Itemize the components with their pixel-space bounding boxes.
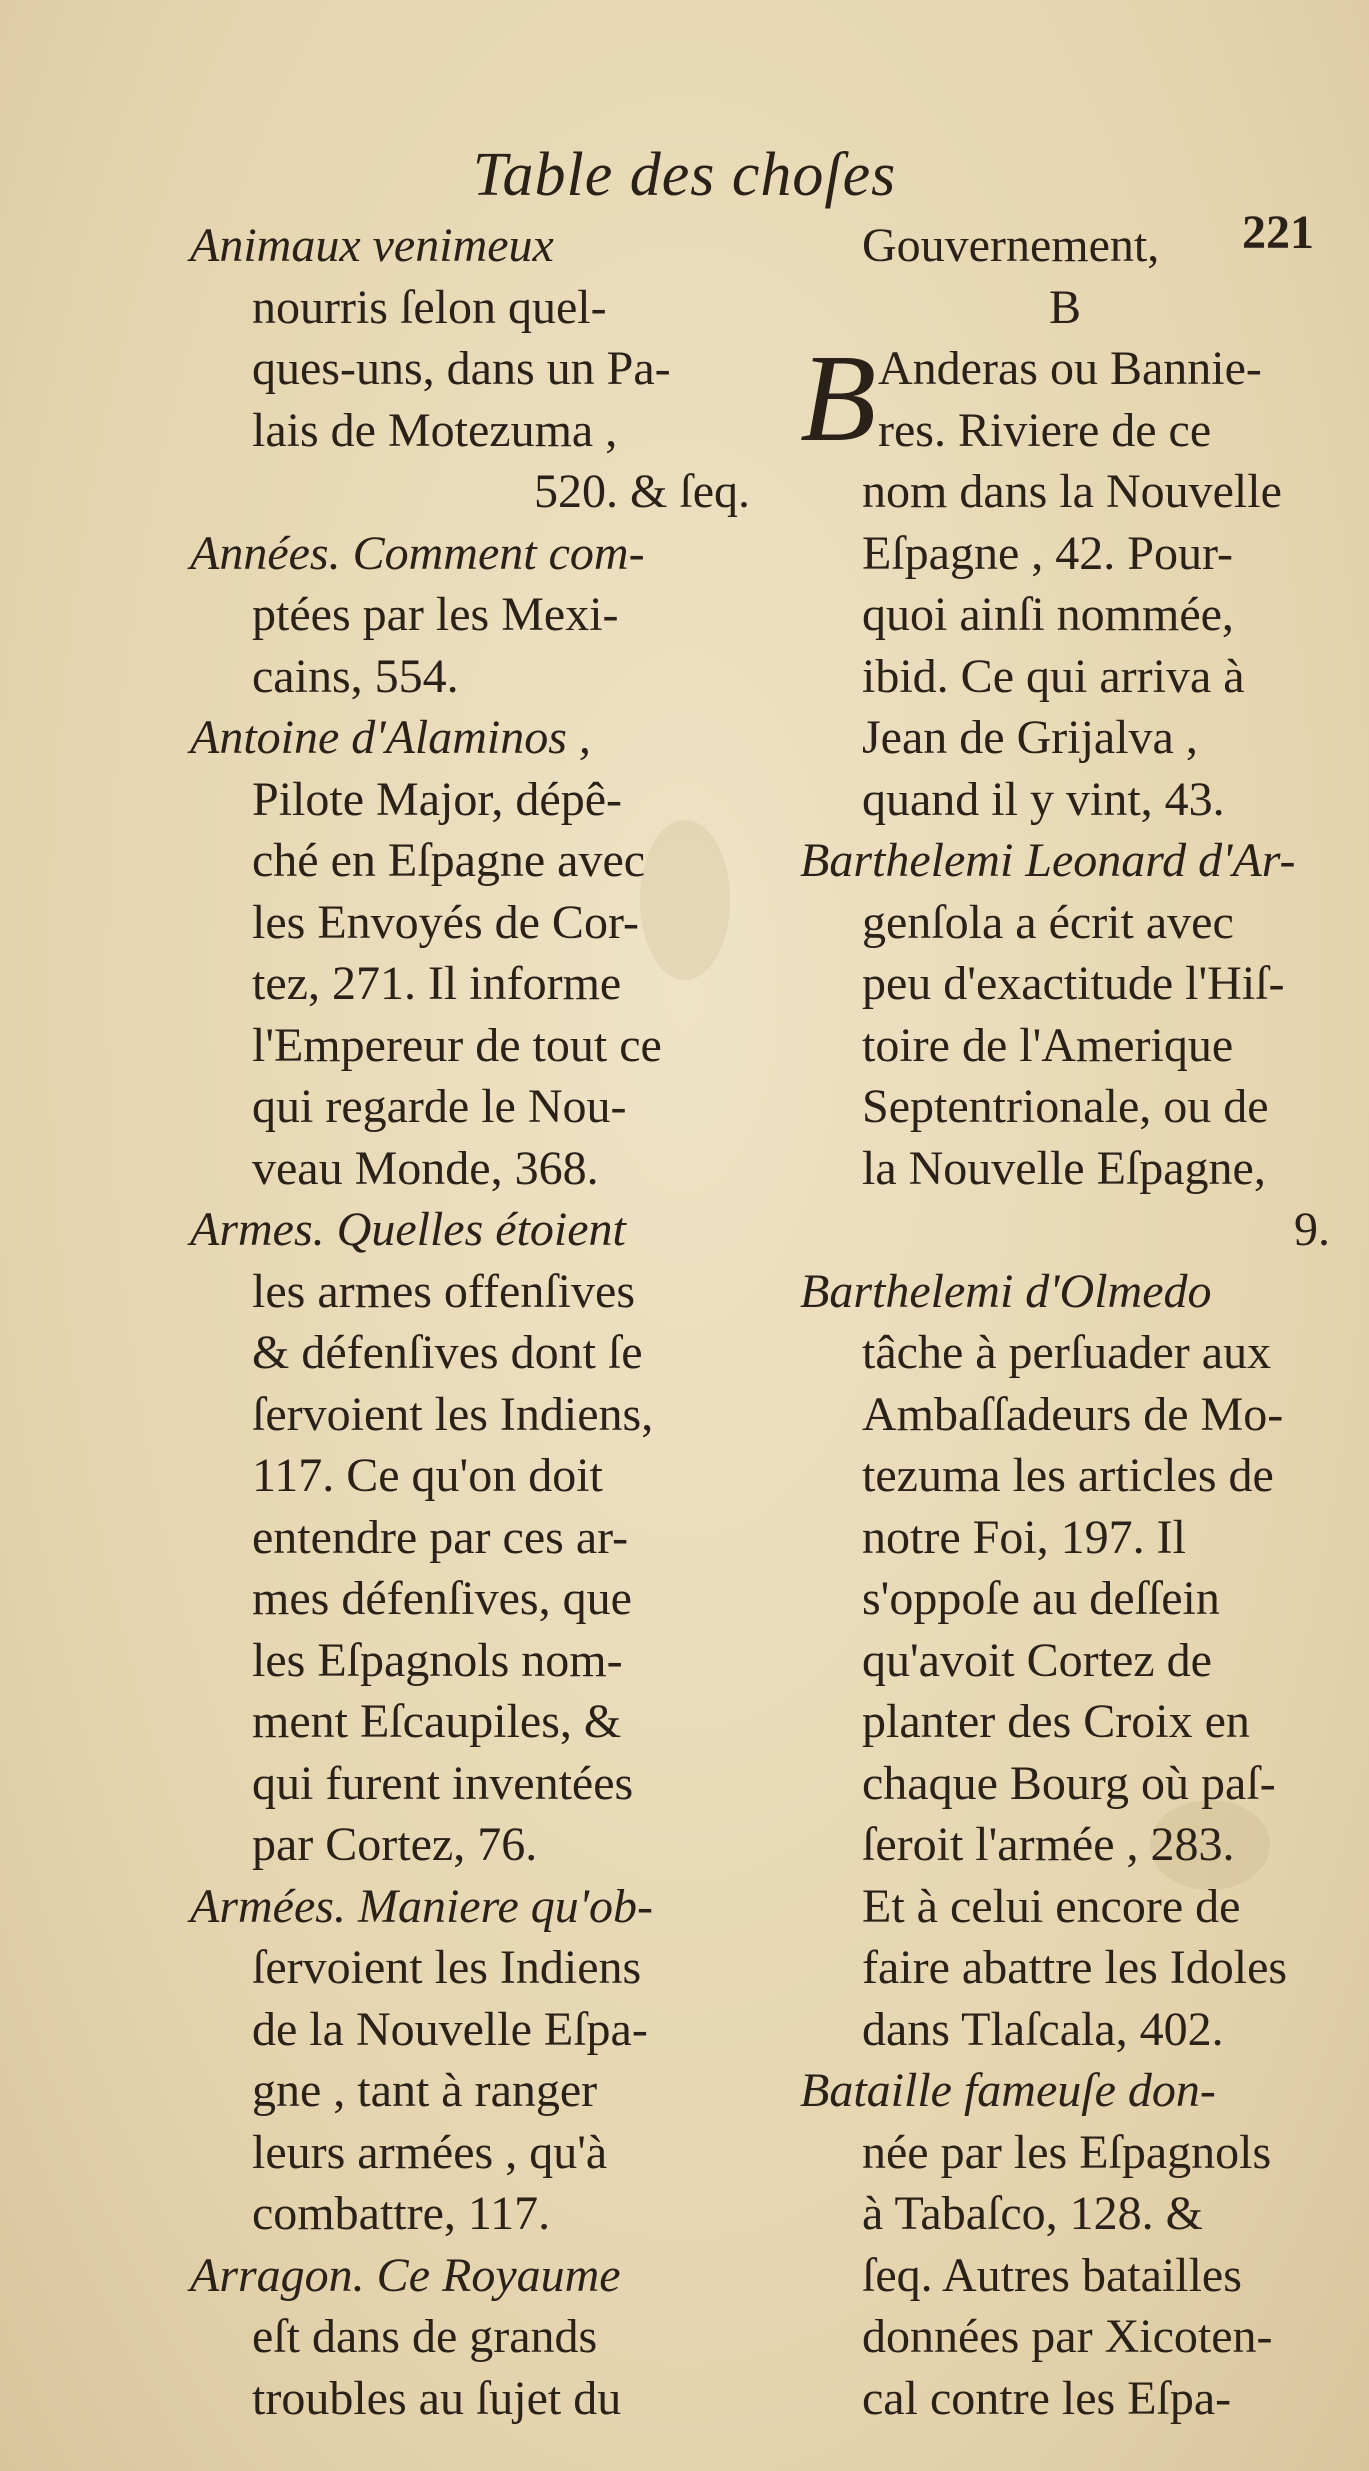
line-text: Années. Comment com- (190, 526, 645, 580)
line-text: de la Nouvelle Eſpa- (252, 2002, 648, 2056)
line-text: qui furent inventées (252, 1756, 634, 1810)
index-text-line (190, 1999, 750, 2061)
line-text: Eſpagne , 42. Pour- (862, 526, 1233, 580)
line-text: les Eſpagnols nom- (252, 1633, 623, 1687)
line-text: ſeroit l'armée , 283. (862, 1818, 1235, 1871)
index-text-line (800, 2368, 1330, 2430)
line-text: Armes. Quelles étoient (190, 1203, 626, 1256)
line-text: Gouvernement, (862, 219, 1160, 272)
index-text-line (190, 1937, 750, 1999)
line-text: 520. & ſeq. (534, 465, 750, 518)
line-text: entendre par ces ar- (252, 1510, 629, 1564)
line-text: ptées par les Mexi- (252, 588, 619, 641)
index-text-line (800, 523, 1330, 585)
index-entry-line (190, 2245, 750, 2307)
line-text: Pilote Major, dépê- (252, 772, 622, 826)
line-text: Septentrionale, ou de (862, 1080, 1269, 1133)
index-text-line (800, 400, 1330, 462)
line-text: Ambaſſadeurs de Mo- (862, 1387, 1284, 1441)
line-text: Jean de Grijalva , (862, 711, 1198, 764)
line-text: eſt dans de grands (252, 2310, 598, 2363)
index-text-line (800, 215, 1330, 277)
line-text: quand il y vint, 43. (862, 772, 1225, 826)
line-text: nom dans la Nouvelle (862, 465, 1282, 518)
line-text: née par les Eſpagnols (862, 2125, 1272, 2179)
index-text-line (800, 1630, 1330, 1692)
line-text: les armes offenſives (252, 1264, 635, 1318)
index-text-line (190, 830, 750, 892)
index-text-line (190, 1076, 750, 1138)
line-text: cains, 554. (252, 649, 459, 703)
index-text-line (190, 1630, 750, 1692)
index-text-line (190, 338, 750, 400)
line-text: 117. Ce qu'on doit (252, 1449, 603, 1502)
index-entry-line (190, 215, 750, 277)
index-text-line (800, 1753, 1330, 1815)
line-text: toire de l'Amerique (862, 1018, 1234, 1072)
index-text-line (800, 1937, 1330, 1999)
index-text-line (190, 769, 750, 831)
index-text-line (190, 953, 750, 1015)
line-text: nourris ſelon quel- (252, 280, 607, 334)
line-text: B (1048, 280, 1081, 334)
line-text: dans Tlaſcala, 402. (862, 2002, 1224, 2056)
line-text: Bataille fameuſe don- (800, 2064, 1216, 2117)
index-text-line (190, 1445, 750, 1507)
line-text: res. Riviere de ce (878, 403, 1212, 457)
line-text: mes défenſives, que (252, 1572, 632, 1625)
index-text-line (190, 1261, 750, 1323)
index-text-line (190, 2060, 750, 2122)
index-text-line (190, 892, 750, 954)
index-text-line (800, 1199, 1330, 1261)
line-text: Anderas ou Bannie- (878, 342, 1262, 395)
line-text: Arragon. Ce Royaume (190, 2248, 621, 2302)
index-text-line (190, 2183, 750, 2245)
index-text-line (190, 1814, 750, 1876)
index-entry-line (800, 2060, 1330, 2122)
line-text: s'oppoſe au deſſein (862, 1572, 1220, 1625)
line-text: Antoine d'Alaminos , (190, 711, 591, 764)
index-entry-line (190, 1199, 750, 1261)
page-header: Table des choſes (472, 141, 897, 209)
line-text: qui regarde le Nou- (252, 1080, 627, 1133)
line-text: ſervoient les Indiens, (252, 1387, 654, 1441)
line-text: cal contre les Eſpa- (862, 2371, 1232, 2425)
index-text-line (800, 1138, 1330, 1200)
line-text: Animaux venimeux (190, 219, 554, 272)
line-text: genſola a écrit avec (862, 895, 1234, 949)
line-text: lais de Motezuma , (252, 403, 618, 457)
index-text-line (190, 461, 750, 523)
line-text: Barthelemi Leonard d'Ar- (800, 834, 1296, 887)
line-text: ſervoient les Indiens (252, 1941, 642, 1994)
index-text-line (800, 646, 1330, 708)
line-text: peu d'exactitude l'Hiſ- (862, 957, 1285, 1010)
line-text: tez, 271. Il informe (252, 957, 622, 1010)
line-text: à Tabaſco, 128. & (862, 2187, 1203, 2240)
index-text-line (800, 2306, 1330, 2368)
line-text: Armées. Maniere qu'ob- (190, 1879, 654, 1933)
index-text-line (800, 1322, 1330, 1384)
line-text: qu'avoit Cortez de (862, 1633, 1212, 1687)
index-text-line (800, 892, 1330, 954)
index-entry-line (800, 1261, 1330, 1323)
line-text: données par Xicoten- (862, 2310, 1273, 2363)
line-text: quoi ainſi nommée, (862, 588, 1234, 641)
index-text-line (800, 277, 1330, 339)
line-text: ques-uns, dans un Pa- (252, 342, 671, 395)
right-column (800, 215, 1330, 2429)
line-text: ibid. Ce qui arriva à (862, 649, 1245, 703)
index-text-line (800, 1507, 1330, 1569)
line-text: planter des Croix en (862, 1695, 1250, 1748)
line-text: par Cortez, 76. (252, 1818, 538, 1871)
line-text: troubles au ſujet du (252, 2371, 622, 2425)
index-entry-line (190, 523, 750, 585)
index-entry-line (190, 1876, 750, 1938)
index-text-line (190, 1384, 750, 1446)
line-text: l'Empereur de tout ce (252, 1018, 662, 1072)
index-text-line (800, 953, 1330, 1015)
index-text-line (800, 1691, 1330, 1753)
index-text-line (800, 2183, 1330, 2245)
line-text: les Envoyés de Cor- (252, 895, 639, 949)
index-text-line (190, 584, 750, 646)
line-text: tezuma les articles de (862, 1449, 1274, 1502)
line-text: la Nouvelle Eſpagne, (862, 1141, 1266, 1195)
index-entry-line (190, 707, 750, 769)
page-number: 221 (1242, 206, 1314, 259)
line-text: leurs armées , qu'à (252, 2125, 608, 2179)
index-text-line (800, 2245, 1330, 2307)
index-text-line (800, 1076, 1330, 1138)
index-text-line (190, 2122, 750, 2184)
index-text-line (800, 1015, 1330, 1077)
index-text-line (800, 1568, 1330, 1630)
index-text-line (800, 1876, 1330, 1938)
index-text-line (190, 1568, 750, 1630)
index-text-line (800, 2122, 1330, 2184)
line-text: & défenſives dont ſe (252, 1326, 643, 1379)
drop-cap-letter: B (800, 330, 877, 468)
index-text-line (800, 584, 1330, 646)
line-text: 9. (1294, 1203, 1330, 1256)
line-text: notre Foi, 197. Il (862, 1510, 1186, 1564)
index-text-line (190, 1015, 750, 1077)
index-text-line (190, 2306, 750, 2368)
line-text: gne , tant à ranger (252, 2064, 598, 2117)
index-text-line (190, 400, 750, 462)
index-text-line (190, 646, 750, 708)
line-text: combattre, 117. (252, 2187, 551, 2240)
index-text-line (190, 1691, 750, 1753)
index-text-line (800, 1445, 1330, 1507)
index-entry-line (800, 830, 1330, 892)
index-text-line (190, 1753, 750, 1815)
line-text: faire abattre les Idoles (862, 1941, 1288, 1994)
index-text-line (190, 2368, 750, 2430)
index-text-line (800, 1999, 1330, 2061)
line-text: chaque Bourg où paſ- (862, 1756, 1276, 1810)
index-text-line (190, 1138, 750, 1200)
index-text-line (800, 769, 1330, 831)
line-text: tâche à perſuader aux (862, 1326, 1272, 1379)
index-text-line (800, 461, 1330, 523)
line-text: Et à celui encore de (862, 1879, 1241, 1933)
index-text-line (800, 1814, 1330, 1876)
line-text: ſeq. Autres batailles (862, 2248, 1242, 2302)
index-text-line (800, 707, 1330, 769)
index-text-line (190, 1322, 750, 1384)
index-text-line (190, 1507, 750, 1569)
line-text: ment Eſcaupiles, & (252, 1695, 622, 1748)
line-text: Barthelemi d'Olmedo (800, 1264, 1212, 1318)
left-column (190, 215, 750, 2429)
index-text-line (190, 277, 750, 339)
line-text: veau Monde, 368. (252, 1141, 599, 1195)
index-text-line (800, 1384, 1330, 1446)
line-text: ché en Eſpagne avec (252, 834, 646, 887)
